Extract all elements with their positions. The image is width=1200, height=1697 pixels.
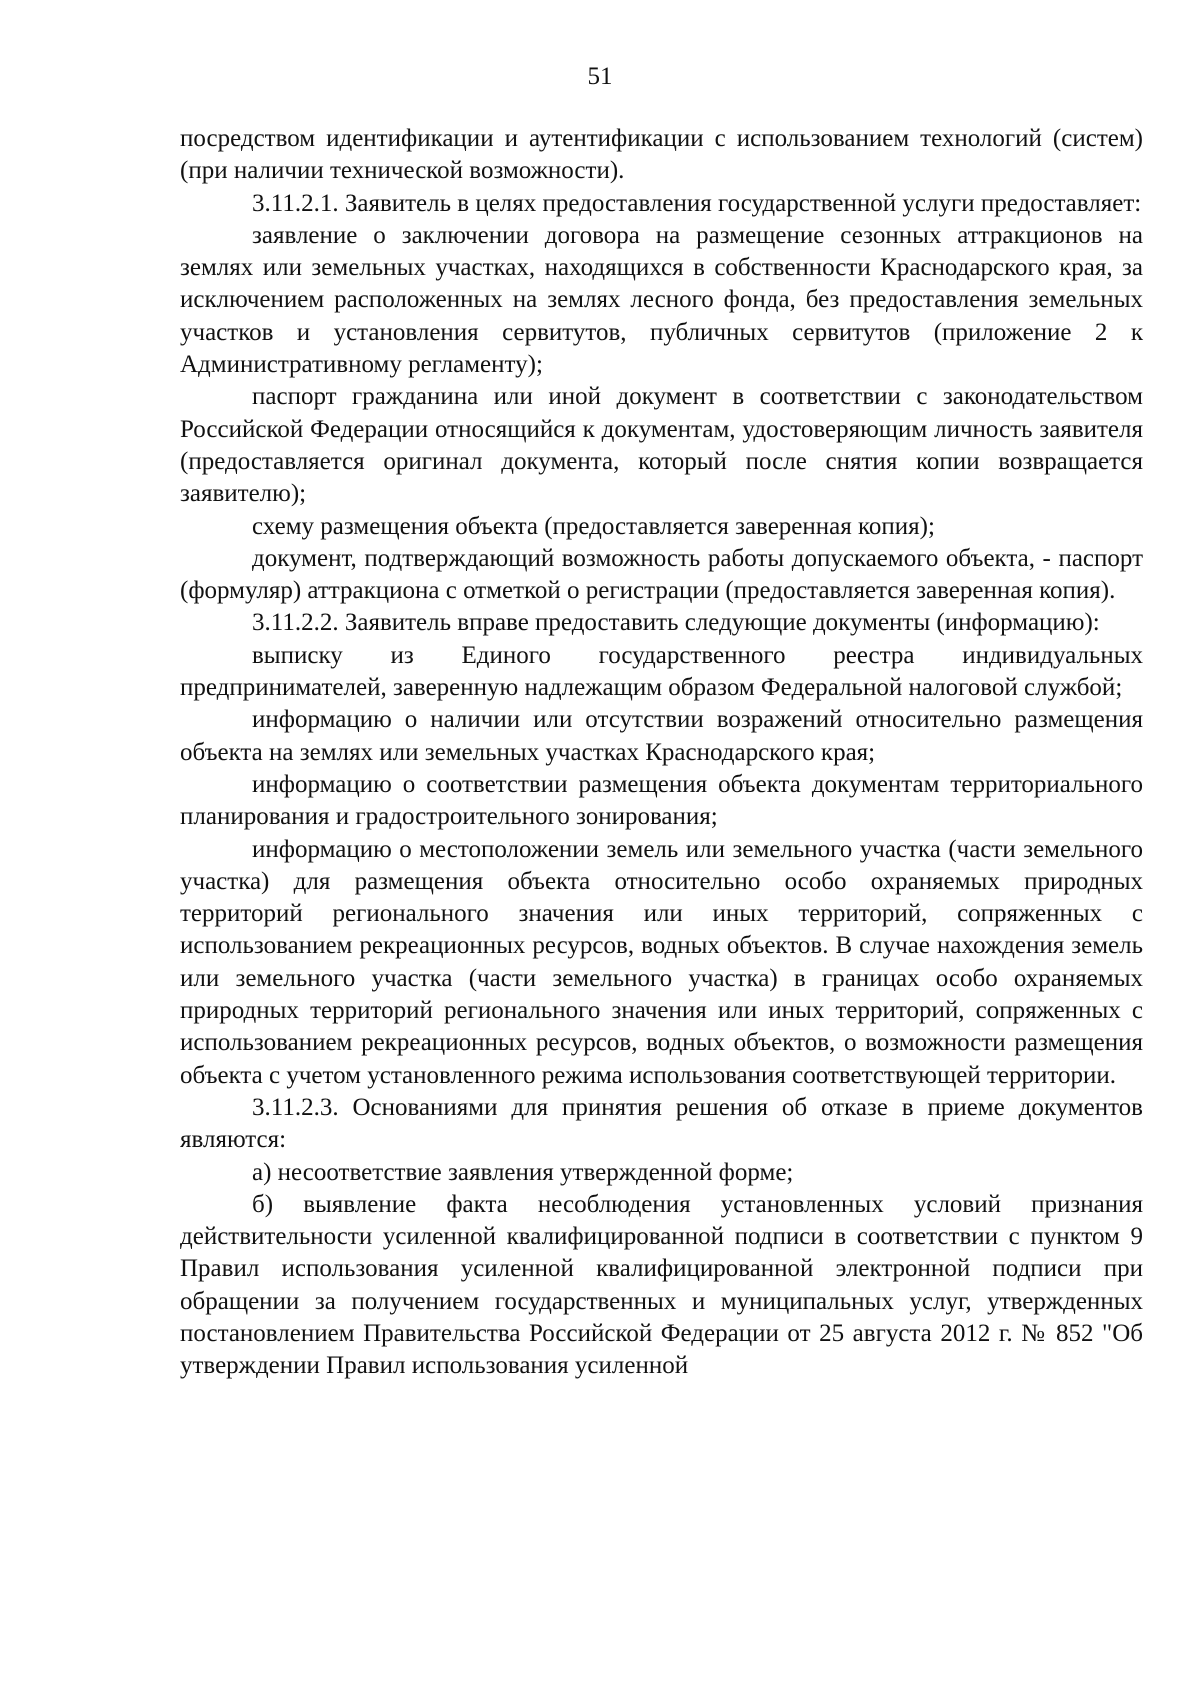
paragraph-3-11-2-1: 3.11.2.1. Заявитель в целях предоставления государственной услуги предоставляет:	[252, 189, 1142, 217]
page-number: 51	[587, 63, 613, 90]
paragraph-refusal-b: б) выявление факта несоблюдения установленных условий признания действительности усиленной квалифицированной подписи в соответствии с пунктом 9 Правил использования усиленной квалифицированной электронной подписи при обращении за получением государственных и муниципальных услуг, утвержденных постановлением Правительства Российской Федерации от 25 августа 2012 г. № 852 "Об утверждении Правил использования усиленной	[180, 1190, 1143, 1380]
paragraph-attraction-document: документ, подтверждающий возможность работы допускаемого объекта, - паспорт (формуляр) аттракциона с отметкой о регистрации (предоставляется заверенная копия).	[180, 544, 1143, 605]
paragraph-location-info: информацию о местоположении земель или земельного участка (части земельного участка) для размещения объекта относительно особо охраняемых природных территорий регионального значения или иных территорий, сопряженных с использованием рекреационных ресурсов, водных объектов. В случае нахождения земель или земельного участка (части земельного участка) в границах особо охраняемых природных территорий регионального значения или иных территорий, сопряженных с использованием рекреационных ресурсов, водных объектов, о возможности размещения объекта с учетом установленного режима использования соответствующей территории.	[180, 835, 1143, 1089]
paragraph-continuation: посредством идентификации и аутентификации с использованием технологий (систем) (при наличии технической возможности).	[180, 125, 1143, 185]
paragraph-passport: паспорт гражданина или иной документ в соответствии с законодательством Российской Федерации относящийся к документам, удостоверяющим личность заявителя (предоставляется оригинал документа, который после снятия копии возвращается заявителю);	[180, 383, 1143, 508]
paragraph-refusal-a: а) несоответствие заявления утвержденной форме;	[252, 1158, 794, 1186]
paragraph-registry-extract: выписку из Единого государственного реестра индивидуальных предпринимателей, заверенную надлежащим образом Федеральной налоговой службой;	[180, 641, 1143, 702]
paragraph-application: заявление о заключении договора на размещение сезонных аттракционов на землях или земельных участках, находящихся в собственности Краснодарского края, за исключением расположенных на землях лесного фонда, без предоставления земельных участков и установления сервитутов, публичных сервитутов (приложение 2 к Административному регламенту);	[180, 221, 1143, 379]
paragraph-placement-scheme: схему размещения объекта (предоставляется заверенная копия);	[252, 512, 935, 540]
paragraph-3-11-2-2: 3.11.2.2. Заявитель вправе предоставить следующие документы (информацию):	[252, 609, 1100, 637]
document-body	[180, 123, 1143, 1383]
paragraph-3-11-2-3: 3.11.2.3. Основаниями для принятия решения об отказе в приеме документов являются:	[180, 1093, 1143, 1154]
paragraph-objections-info: информацию о наличии или отсутствии возражений относительно размещения объекта на землях или земельных участках Краснодарского края;	[180, 706, 1143, 766]
paragraph-planning-info: информацию о соответствии размещения объекта документам территориального планирования и градостроительного зонирования;	[180, 770, 1143, 831]
